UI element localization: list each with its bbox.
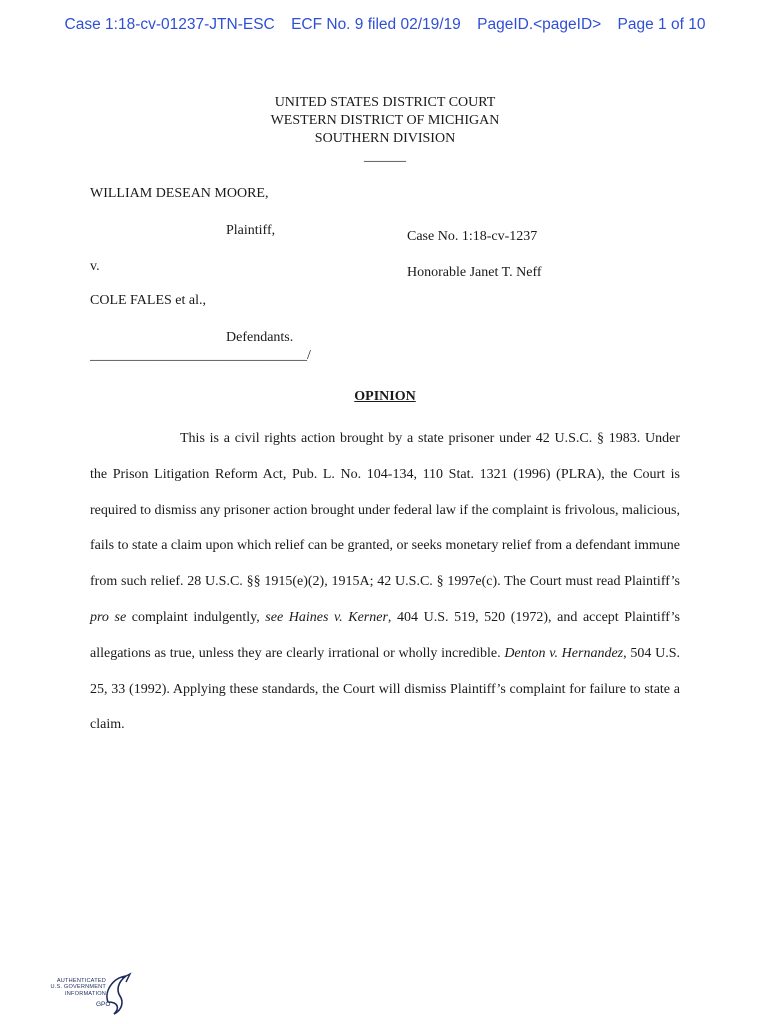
citation-denton: Denton v. Hernandez (504, 645, 624, 661)
gpo-authentication-logo (44, 972, 134, 1018)
caption-closing-rule: _______________________________/ (90, 348, 311, 363)
defendant-role: Defendants. (226, 330, 294, 345)
ecf-filing-stamp: ECF No. 9 filed 02/19/19 (291, 16, 461, 33)
opinion-title: OPINION (354, 389, 416, 404)
case-number-stamp: Case 1:18-cv-01237-JTN-ESC (64, 16, 275, 33)
heading-rule: ______ (364, 149, 406, 164)
defendant-name: COLE FALES et al., (90, 293, 207, 308)
page-count-stamp: Page 1 of 10 (617, 16, 706, 33)
paragraph-text-2: complaint indulgently, (126, 609, 266, 625)
court-heading (0, 94, 770, 166)
paragraph-text-1: This is a civil rights action brought by a state prisoner under 42 U.S.C. § 1983. Under the Prison Litigation Reform Act, Pub. L. No. 104-134, 110 Stat. 1321 (1996) (PLRA), the Court is required to dismiss any prisoner action brought under federal law if the complaint is frivolous, malicious, fails to state a claim upon which relief can be granted, or seeks monetary relief from a defendant immune from such relief. 28 U.S.C. §§ 1915(e)(2), 1915A; 42 U.S.C. § 1997e(c). The Court must read Plaintiff’s (90, 431, 680, 590)
court-division: SOUTHERN DIVISION (314, 131, 456, 146)
ecf-header-stamp (0, 16, 770, 34)
citation-pro-se: pro se (90, 609, 127, 625)
page-id-stamp: PageID.<pageID> (477, 16, 602, 33)
judge-name: Honorable Janet T. Neff (407, 265, 542, 280)
court-name: UNITED STATES DISTRICT COURT (274, 95, 496, 110)
versus: v. (90, 259, 100, 274)
plaintiff-name: WILLIAM DESEAN MOORE, (90, 186, 269, 201)
gpo-mark-text: GPO (96, 1001, 111, 1008)
paragraph-text-4: , 504 U.S. 25, 33 (1992). Applying these standards, the Court will dismiss Plaintiff’s complaint for failure to state a claim. (90, 645, 680, 733)
plaintiff-role: Plaintiff, (226, 223, 276, 238)
gpo-authentication-text: AUTHENTICATED U.S. GOVERNMENT INFORMATION (50, 978, 106, 997)
court-district: WESTERN DISTRICT OF MICHIGAN (270, 113, 500, 128)
citation-haines: see Haines v. Kerner (265, 609, 388, 625)
paragraph-text-3: , 404 U.S. 519, 520 (1972), and accept Plaintiff’s allegations as true, unless they are clearly irrational or wholly incredible. (90, 609, 681, 661)
gpo-eagle-icon (96, 972, 134, 1018)
opinion-paragraph (90, 421, 680, 743)
case-number: Case No. 1:18-cv-1237 (407, 229, 538, 244)
